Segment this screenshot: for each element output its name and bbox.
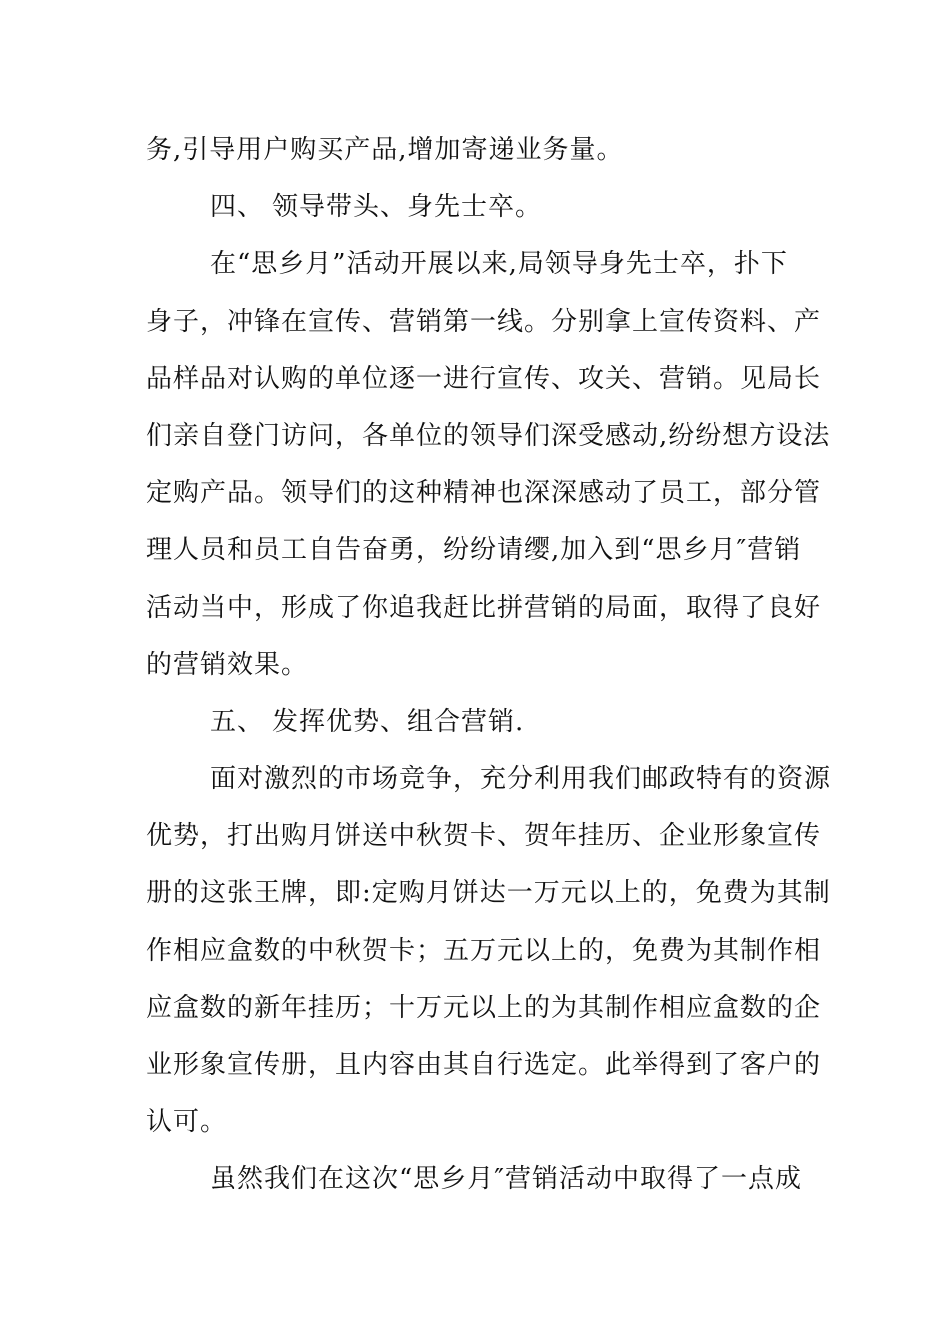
paragraph-line: 们亲自登门访问，各单位的领导们深受感动,纷纷想方设法 [146, 420, 831, 451]
paragraph-line: 册的这张王牌，即:定购月饼达一万元以上的，免费为其制 [146, 878, 831, 909]
paragraph-line: 虽然我们在这次“思乡月″营销活动中取得了一点成 [210, 1164, 803, 1195]
paragraph-line: 定购产品。领导们的这种精神也深深感动了员工，部分管 [146, 478, 822, 509]
paragraph-line: 活动当中，形成了你追我赶比拼营销的局面，取得了良好 [146, 592, 822, 623]
paragraph-line: 作相应盒数的中秋贺卡；五万元以上的，免费为其制作相 [146, 935, 822, 966]
paragraph-line: 应盒数的新年挂历；十万元以上的为其制作相应盒数的企 [146, 992, 822, 1023]
paragraph-line: 面对激烈的市场竞争，充分利用我们邮政特有的资源 [210, 764, 832, 795]
paragraph-line: 优势，打出购月饼送中秋贺卡、贺年挂历、企业形象宣传 [146, 821, 822, 852]
section-number: 五、 [210, 706, 265, 737]
paragraph-line: 的营销效果。 [146, 649, 309, 680]
paragraph-line: 品样品对认购的单位逐一进行宣传、攻关、营销。见局长 [146, 363, 822, 394]
paragraph-line: 在“思乡月”活动开展以来,局领导身先士卒，扑下 [210, 249, 788, 280]
section-title: 发挥优势、组合营销. [272, 706, 525, 737]
section-heading-4 [146, 179, 806, 236]
document-body [146, 122, 832, 1209]
section-heading-5 [146, 694, 806, 751]
section-number: 四、 [210, 192, 265, 223]
paragraph-line: 认可。 [146, 1107, 228, 1138]
paragraph-line: 理人员和员工自告奋勇，纷纷请缨,加入到“思乡月″营销 [146, 535, 802, 566]
paragraph-line: 身子，冲锋在宣传、营销第一线。分别拿上宣传资料、产 [146, 306, 822, 337]
paragraph-line: 务,引导用户购买产品,增加寄递业务量。 [146, 135, 624, 165]
section-title: 领导带头、身先士卒。 [272, 192, 543, 223]
paragraph-line: 业形象宣传册，且内容由其自行选定。此举得到了客户的 [146, 1050, 822, 1080]
